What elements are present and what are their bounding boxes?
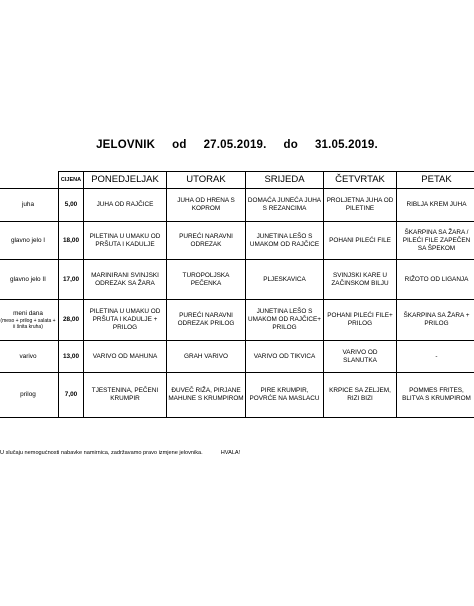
footer-disclaimer: U slučaju nemogućnosti nabavke namirnica, zadržavamo pravo izmjene jelovnika. [0, 450, 203, 456]
menu-cell: TJESTENINA, PEČENI KRUMPIR [84, 373, 167, 418]
dish-category-label: prilog [20, 391, 36, 398]
table-row [0, 300, 474, 341]
weekly-menu-table [0, 171, 474, 418]
dish-category [0, 341, 59, 373]
menu-cell: VARIVO OD SLANUTKA [324, 341, 397, 373]
menu-cell: POMMES FRITES, BLITVA S KRUMPIROM [397, 373, 474, 418]
dish-category-label: varivo [19, 352, 37, 360]
menu-cell: JUHA OD HRENA S KOPROM [167, 189, 246, 222]
price-cell: 18,00 [59, 222, 84, 260]
dish-category [0, 189, 59, 222]
table-row [0, 341, 474, 373]
corner-cell [0, 172, 59, 189]
footer-thanks: HVALA! [220, 450, 241, 456]
menu-cell: SVINJSKI KARE U ZAČINSKOM BILJU [324, 260, 397, 300]
table-row [0, 260, 474, 300]
price-column-header: CIJENA [59, 172, 84, 189]
menu-cell: PLJESKAVICA [246, 260, 324, 300]
menu-cell: GRAH VARIVO [167, 341, 246, 373]
menu-cell: MARINIRANI SVINJSKI ODREZAK SA ŽARA [84, 260, 167, 300]
menu-cell: ĐUVEČ RIŽA, PIRJANE MAHUNE S KRUMPIROM [167, 373, 246, 418]
menu-cell: ŠKARPINA SA ŽARA / PILEĆI FILE ZAPEČEN SA ŠPEKOM [397, 222, 474, 260]
menu-cell: PROLJETNA JUHA OD PILETINE [324, 189, 397, 222]
dish-category-label: glavno jelo I [10, 236, 46, 244]
footer-note [0, 450, 240, 456]
dish-category-note: (meso + prilog + salata + ii šnita kruha) [0, 318, 56, 330]
table-row [0, 189, 474, 222]
day-header-friday: PETAK [397, 172, 474, 189]
menu-title: JELOVNIK od 27.05.2019. do 31.05.2019. [96, 139, 378, 151]
price-cell: 7,00 [59, 373, 84, 418]
menu-cell: TUROPOLJSKA PEČENKA [167, 260, 246, 300]
day-header-monday: PONEDJELJAK [84, 172, 167, 189]
menu-cell: JUNETINA LEŠO S UMAKOM OD RAJČICE+ PRILOG [246, 300, 324, 341]
menu-cell: PILETINA U UMAKU OD PRŠUTA I KADULJE + PRILOG [84, 300, 167, 341]
menu-cell: PILETINA U UMAKU OD PRŠUTA I KADULJE [84, 222, 167, 260]
price-cell: 5,00 [59, 189, 84, 222]
menu-cell: VARIVO OD MAHUNA [84, 341, 167, 373]
header-row [0, 172, 474, 189]
menu-cell: DOMAĆA JUNEĆA JUHA S REZANCIMA [246, 189, 324, 222]
menu-cell: POHANI PILEĆI FILE+ PRILOG [324, 300, 397, 341]
menu-cell: - [397, 341, 474, 373]
dish-category-label: glavno jelo II [10, 275, 46, 283]
menu-cell: KRPICE SA ZELJEM, RIZI BIZI [324, 373, 397, 418]
price-cell: 28,00 [59, 300, 84, 341]
menu-cell: PUREĆI NARAVNI ODREZAK [167, 222, 246, 260]
day-header-thursday: ČETVRTAK [324, 172, 397, 189]
dish-category [0, 373, 59, 418]
dish-category [0, 222, 59, 260]
menu-cell: JUNETINA LEŠO S UMAKOM OD RAJČICE [246, 222, 324, 260]
dish-category-label: juha [21, 201, 35, 208]
dish-category [0, 260, 59, 300]
menu-cell: PIRE KRUMPIR, POVRĆE NA MASLACU [246, 373, 324, 418]
menu-cell: ŠKARPINA SA ŽARA + PRILOG [397, 300, 474, 341]
menu-cell: VARIVO OD TIKVICA [246, 341, 324, 373]
menu-cell: POHANI PILEĆI FILE [324, 222, 397, 260]
dish-category-label: meni dana [13, 310, 43, 317]
day-header-wednesday: SRIJEDA [246, 172, 324, 189]
table-row [0, 373, 474, 418]
table-row [0, 222, 474, 260]
dish-category [0, 300, 59, 341]
menu-cell: JUHA OD RAJČICE [84, 189, 167, 222]
menu-cell: PUREĆI NARAVNI ODREZAK PRILOG [167, 300, 246, 341]
price-cell: 17,00 [59, 260, 84, 300]
price-cell: 13,00 [59, 341, 84, 373]
day-header-tuesday: UTORAK [167, 172, 246, 189]
menu-cell: RIBLJA KREM JUHA [397, 189, 474, 222]
menu-cell: RIŽOTO OD LIGANJA [397, 260, 474, 300]
